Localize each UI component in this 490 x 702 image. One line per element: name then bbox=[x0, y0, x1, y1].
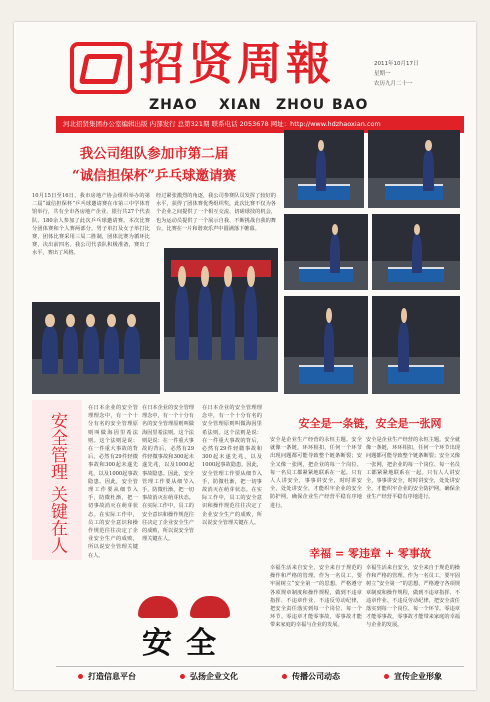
sidebar-article-col3: 在日本企业的安全管理理念中，有一个十分有名的安全管理原则叫做海因里希法则。这个法则是说：在一件重大事故的背后，必然有29件轻微事故和300起未遂先兆，以及1000起事故隐患。因此，安全管理工作要从细节入手，防微杜渐，把一切事故消灭在萌芽状态。在实际工作中，员工的安全意识和操作规范往往决定了企业安全生产的成败，所以说安全管理关键在人。 bbox=[202, 405, 262, 526]
issue-date: 2011年10月17日 bbox=[374, 61, 419, 67]
sidebar-tag-box bbox=[32, 400, 82, 560]
masthead-info-bar: 河北招贤集团办公室编辑出版 内部发行 总第321期 联系电话 2053678 网址：http://www.hdzhaoxian.com bbox=[56, 116, 464, 133]
slogan-item: 打造信息平台 bbox=[78, 671, 136, 682]
photo-match-2 bbox=[368, 130, 460, 208]
bullet-icon bbox=[180, 674, 185, 679]
slogan-item: 传播公司动态 bbox=[282, 671, 340, 682]
lead-headline-line2: “诚信担保杯”乒乓球邀请赛 bbox=[71, 168, 237, 184]
lead-article-col1: 10月15日至16日，我市房地产协会组织举办的第二届“诚信担保杯”乒乓球邀请赛在市第三中学体育馆举行，共有全市各房地产企业、银行共27个代表队、180余人参加了此次乒乓球邀请赛。本次比赛分团体赛和个人赛两部分，男子单打及女子单打比赛，团体比赛采用三局二胜制，团体比赛为循环比赛，决出前四名。我公司代表队积极准备，赛出了水平，赛出了风格。 bbox=[32, 193, 150, 257]
issue-lunar-date: 农历九月二十一 bbox=[374, 81, 413, 87]
safety-article-col2: 安全是企业生产经营的永恒主题。安全就像一条链，环环相扣，任何一个环节出现问题都可能导致整个链条断裂；安全又像一张网，把企业的每一个岗位、每一名员工都紧紧地联系在一起。只有人人讲安全，事事讲安全，时时讲安全，处处讲安全，才能织牢企业的安全防护网，确保企业生产经营平稳有序地进行。 bbox=[366, 437, 460, 501]
pinyin-2: XIAN bbox=[219, 97, 262, 113]
company-logo bbox=[70, 42, 132, 94]
safety-image bbox=[126, 596, 266, 661]
happiness-headline: 幸福 = 零违章 + 零事故 bbox=[309, 547, 431, 560]
photo-match-5 bbox=[284, 296, 368, 394]
safety-article-col1: 安全是企业生产经营的永恒主题。安全就像一条链，环环相扣，任何一个环节出现问题都可能导致整个链条断裂；安全又像一张网，把企业的每一个岗位、每一名员工都紧紧地联系在一起。只有人人讲安全，事事讲安全，时时讲安全，处处讲安全，才能织牢企业的安全防护网，确保企业生产经营平稳有序地进行。 bbox=[270, 437, 362, 509]
pinyin-3: ZHOU bbox=[276, 97, 326, 113]
issue-info bbox=[374, 59, 454, 89]
photo-match-1 bbox=[284, 130, 364, 208]
slogan-item: 弘扬企业文化 bbox=[180, 671, 238, 682]
bullet-icon bbox=[282, 674, 287, 679]
issue-weekday: 星期一 bbox=[374, 71, 391, 77]
bottom-slogan-bar bbox=[56, 666, 464, 685]
bullet-icon bbox=[78, 674, 83, 679]
photo-match-4 bbox=[372, 214, 460, 290]
pinyin-4: BAO bbox=[332, 97, 369, 113]
photo-group-audience bbox=[164, 248, 278, 392]
photo-team bbox=[32, 302, 160, 394]
happiness-article-col1: 幸福生活来自安全，安全来自于规范的操作和严格的管理。作为一名员工，要牢固树立“安全第一”的思想，严格遵守各项规章制度和操作规程，做到不违章指挥、不违章作业、不违反劳动纪律，把安全责任落实到每一个岗位、每一个环节。零违章才能零事故，零事故才能带来家庭的幸福与企业的发展。 bbox=[270, 565, 362, 629]
sidebar-article-col2: 在日本企业的安全管理理念中，有一个十分有名的安全管理原则叫做海因里希法则。这个法则是说：在一件重大事故的背后，必然有29件轻微事故和300起未遂先兆，以及1000起事故隐患。因此，安全管理工作要从细节入手，防微杜渐，把一切事故消灭在萌芽状态。在实际工作中，员工的安全意识和操作规范往往决定了企业安全生产的成败，所以说安全管理关键在人。 bbox=[142, 405, 194, 543]
helmet-icon bbox=[138, 596, 178, 618]
newspaper-page bbox=[14, 22, 476, 690]
newspaper-title: 招贤周報 bbox=[139, 37, 336, 90]
photo-match-6 bbox=[372, 296, 460, 394]
photo-match-3 bbox=[284, 214, 368, 290]
slogan-item: 宣传企业形象 bbox=[384, 671, 442, 682]
safety-headline: 安全是一条链，安全是一张网 bbox=[298, 417, 442, 430]
bullet-icon bbox=[384, 674, 389, 679]
sidebar-tag: 安全管理 关键在人 bbox=[47, 412, 67, 554]
safety-image-caption: 安全 bbox=[142, 626, 230, 661]
lead-article-col2: 经过紧张激烈的角逐，我公司参赛队员发挥了较好的水平，获得了团体赛优秀组织奖。此次比赛不仅为各个企业之间提供了一个相互交流、切磋球技的机会，也为运动员提供了一个展示自我、不断挑战自我的舞台，比赛在一片和谐欢乐声中圆满落下帷幕。 bbox=[156, 193, 276, 232]
helmet-icon bbox=[190, 596, 230, 618]
sidebar-article-col1: 在日本企业的安全管理理念中，有一个十分有名的安全管理原则叫做海因里希法则。这个法则是说：在一件重大事故的背后，必然有29件轻微事故和300起未遂先兆，以及1000起事故隐患。因此，安全管理工作要从细节入手，防微杜渐，把一切事故消灭在萌芽状态。在实际工作中，员工的安全意识和操作规范往往决定了企业安全生产的成败，所以说安全管理关键在人。 bbox=[88, 405, 138, 559]
lead-headline-line1: 我公司组队参加市第二届 bbox=[79, 146, 229, 162]
pinyin-1: ZHAO bbox=[149, 97, 198, 113]
happiness-article-col2: 幸福生活来自安全，安全来自于规范的操作和严格的管理。作为一名员工，要牢固树立“安全第一”的思想，严格遵守各项规章制度和操作规程，做到不违章指挥、不违章作业、不违反劳动纪律，把安全责任落实到每一个岗位、每一个环节。零违章才能零事故，零事故才能带来家庭的幸福与企业的发展。 bbox=[366, 565, 460, 629]
